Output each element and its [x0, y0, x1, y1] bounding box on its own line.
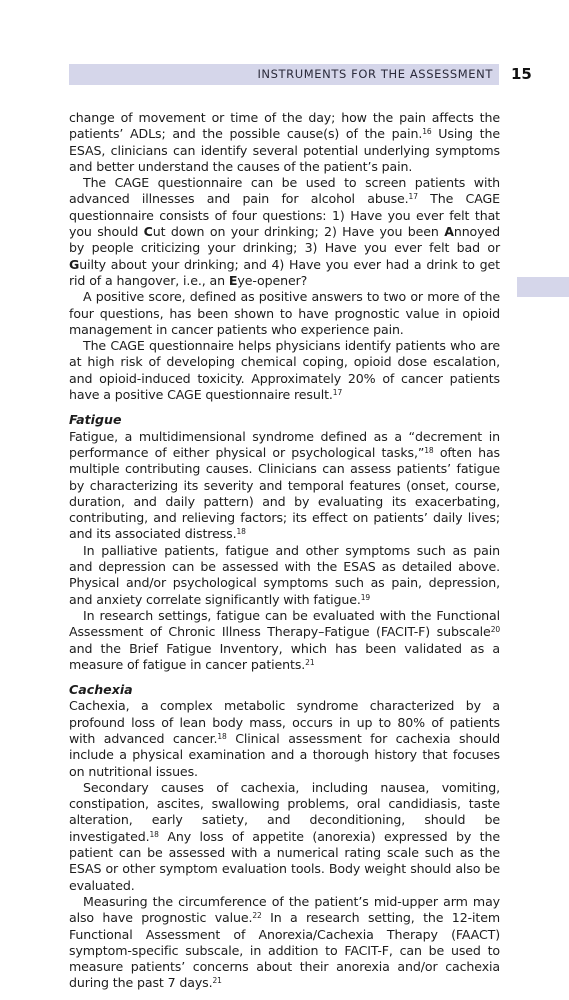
paragraph: A positive score, defined as positive answers to two or more of the four questions, has been shown to have prognostic value in opioid management in cancer patients who experience pain.	[69, 289, 500, 337]
paragraph: The CAGE questionnaire can be used to screen patients with advanced illnesses and pain for alcohol abuse.$^{17}$ The CAGE questionnaire consists of four questions: 1) Have you ever felt that you should Cut down on your drinking; 2) Have you been Annoyed by people criticizing your drinking; 3) Have you ever felt bad or Guilty about your drinking; and 4) Have you ever had a drink to get rid of a hangover, i.e., an Eye-opener?	[69, 175, 500, 288]
reference-number: 18	[424, 445, 434, 455]
reference-number: 21	[305, 657, 315, 667]
reference-number: 16	[422, 127, 432, 137]
section-heading-fatigue: Fatigue	[69, 412, 122, 428]
section-heading-cachexia: Cachexia	[69, 682, 133, 698]
body-text	[69, 110, 500, 992]
paragraph: In research settings, fatigue can be evaluated with the Functional Assessment of Chronic Illness Therapy–Fatigue (FACIT-F) subscale$^{20}$ and the Brief Fatigue Inventory, which has been validated as a measure of fatigue in cancer patients.$^{21}$	[69, 607, 500, 672]
paragraph: In palliative patients, fatigue and other symptoms such as pain and depression can be assessed with the ESAS as detailed above. Physical and/or psychological symptoms such as pain, depression, and anxiety correlate significantly with fatigue.$^{19}$	[69, 542, 500, 607]
paragraph: Measuring the circumference of the patient’s mid-upper arm may also have prognostic value.$^{22}$ In a research setting, the 12-item Functional Assessment of Anorexia/Cachexia Therapy (FAACT) symptom-specific subscale, in addition to FACIT-F, can be used to measure patients’ concerns about their anorexia and/or cachexia during the past 7 days.$^{21}$	[69, 893, 500, 991]
paragraph: change of movement or time of the day; how the pain affects the patients’ ADLs; and the possible cause(s) of the pain.$^{16}$ Using the ESAS, clinicians can identify several potential underlying symptoms and better understand the causes of the patient’s pain.	[69, 110, 500, 174]
reference-number: 22	[252, 911, 262, 921]
reference-number: 20	[490, 625, 500, 635]
paragraph: The CAGE questionnaire helps physicians identify patients who are at high risk of developing chemical coping, opioid dose escalation, and opioid-induced toxicity. Approximately 20% of cancer patients have a positive CAGE questionnaire result.$^{17}$	[69, 338, 500, 403]
reference-number: 18	[149, 829, 159, 839]
reference-number: 17	[408, 192, 418, 202]
reference-number: 21	[212, 976, 222, 986]
reference-number: 18	[236, 527, 246, 537]
running-head: INSTRUMENTS FOR THE ASSESSMENT	[257, 67, 493, 81]
reference-number: 19	[360, 592, 371, 602]
paragraph: Cachexia, a complex metabolic syndrome characterized by a profound loss of lean body mass, occurs in up to 80% of patients with advanced cancer.$^{18}$ Clinical assessment for cachexia should include a physical examination and a thorough history that focuses on nutritional issues.	[69, 698, 500, 779]
reference-number: 17	[332, 388, 343, 398]
paragraph: Fatigue, a multidimensional syndrome defined as a “decrement in performance of either physical or psychological tasks,”$^{18}$ often has multiple contributing causes. Clinicians can assess patients’ fatigue by characterizing its severity and temporal features (onset, course, duration, and daily pattern) and by evaluating its exacerbating, contributing, and relieving factors; its effect on patients’ daily lives; and its associated distress.$^{18}$	[69, 428, 501, 542]
reference-number: 18	[217, 731, 227, 741]
page-number: 15	[511, 65, 532, 83]
paragraph: Secondary causes of cachexia, including nausea, vomiting, constipation, ascites, swallowing problems, oral candidiasis, taste alteration, early satiety, and deconditioning, should be investigated.$^{18}$ Any loss of appetite (anorexia) expressed by the patient can be assessed with a numerical rating scale such as the ESAS or other symptom evaluation tools. Body weight should also be evaluated.	[69, 779, 500, 893]
chapter-side-tab	[517, 277, 569, 297]
